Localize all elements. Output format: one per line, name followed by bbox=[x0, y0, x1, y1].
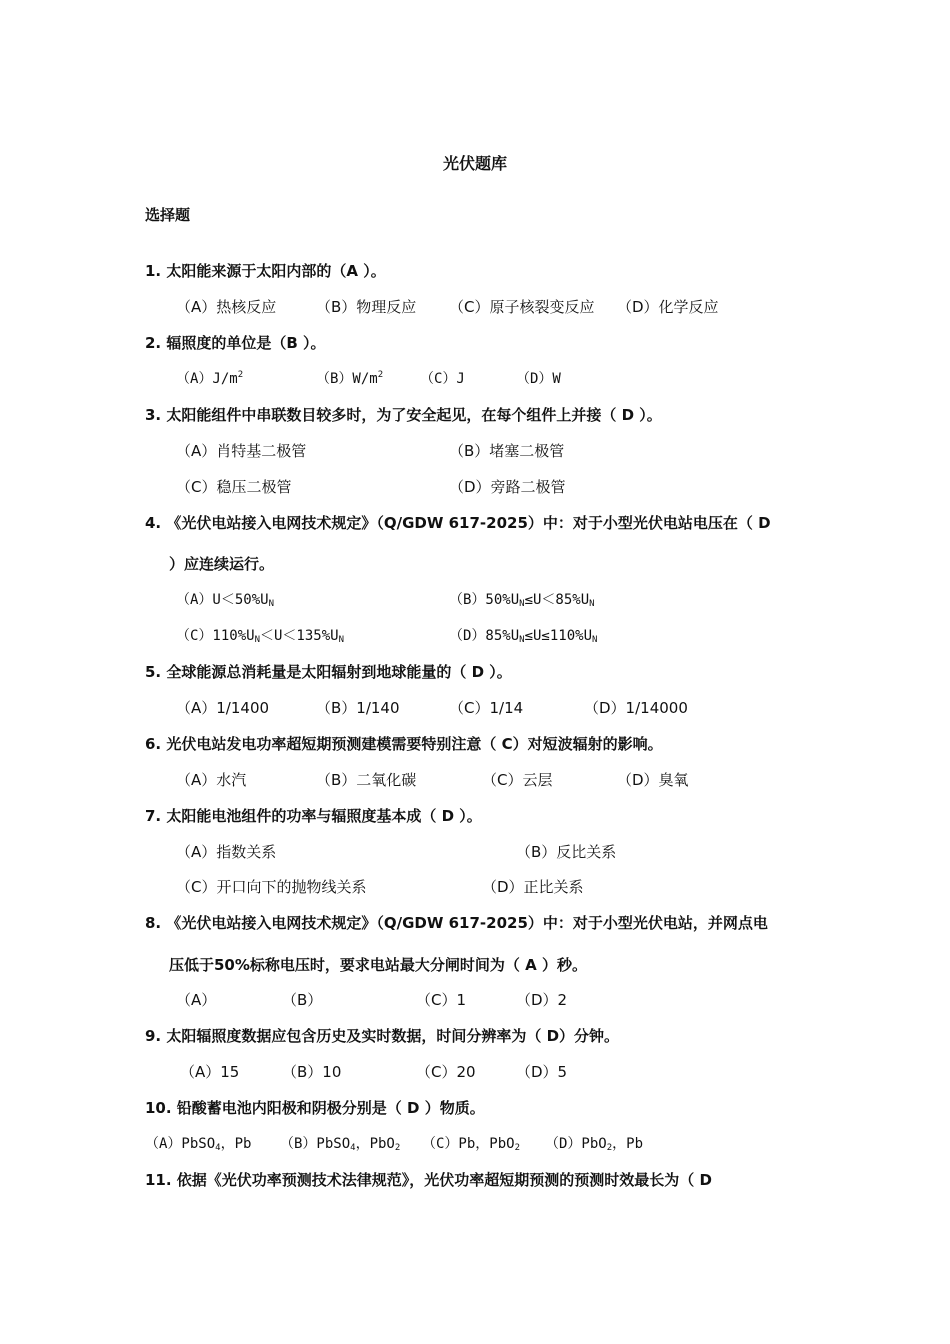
q3-option-d: （D）旁路二极管 bbox=[449, 478, 566, 496]
q10-option-c: （C）Pb，PbO$_2$ bbox=[422, 1136, 520, 1153]
question-6-stem: 6. 光伏电站发电功率超短期预测建模需要特别注意（ C）对短波辐射的影响。 bbox=[145, 735, 663, 753]
q2-option-c: （C）J bbox=[420, 371, 465, 387]
q7-option-b: （B）反比关系 bbox=[516, 843, 617, 861]
page-title: 光伏题库 bbox=[443, 154, 508, 173]
question-5-stem: 5. 全球能源总消耗量是太阳辐射到地球能量的（ D ）。 bbox=[145, 663, 512, 681]
question-11-stem: 11. 依据《光伏功率预测技术法律规范》，光伏功率超短期预测的预测时效最长为（ D bbox=[145, 1171, 712, 1189]
q4-option-d: $(D)85\%U_N\le U\le 110\%U_N$ bbox=[449, 628, 598, 645]
q1-option-a: （A）热核反应 bbox=[176, 298, 277, 316]
question-4-stem-line1: 4. 《光伏电站接入电网技术规定》（Q/GDW 617-2025）中：对于小型光伏电站电压在（ D bbox=[145, 514, 771, 532]
q5-option-d: （D）1/14000 bbox=[584, 699, 688, 717]
question-1-stem: 1. 太阳能来源于太阳内部的（A ）。 bbox=[145, 262, 386, 280]
question-7-stem: 7. 太阳能电池组件的功率与辐照度基本成（ D ）。 bbox=[145, 807, 482, 825]
q3-option-b: （B）堵塞二极管 bbox=[449, 442, 565, 460]
q2-option-d: （D）W bbox=[516, 371, 561, 387]
q7-option-c: （C）开口向下的抛物线关系 bbox=[176, 878, 367, 896]
q6-option-b: （B）二氧化碳 bbox=[316, 771, 417, 789]
question-9-stem: 9. 太阳辐照度数据应包含历史及实时数据，时间分辨率为（ D）分钟。 bbox=[145, 1027, 620, 1045]
q1-option-c: （C）原子核裂变反应 bbox=[449, 298, 595, 316]
q2-option-a: $(A)J/m^2$ bbox=[176, 370, 244, 387]
q6-option-d: （D）臭氧 bbox=[617, 771, 689, 789]
q2-option-b: $(B)W/m^2$ bbox=[316, 370, 384, 387]
q5-option-c: （C）1/14 bbox=[449, 699, 524, 717]
q8-option-b: （B） bbox=[282, 991, 323, 1009]
q9-option-d: （D）5 bbox=[516, 1063, 568, 1081]
question-2-stem: 2. 辐照度的单位是（B ）。 bbox=[145, 334, 326, 352]
q8-option-a: （A） bbox=[176, 991, 217, 1009]
question-10-stem: 10. 铅酸蓄电池内阳极和阴极分别是（ D ）物质。 bbox=[145, 1099, 485, 1117]
q4-option-c: $(C)110\%U_N<U<135\%U_N$ bbox=[176, 628, 344, 645]
q6-option-c: （C）云层 bbox=[482, 771, 553, 789]
q9-option-c: （C）20 bbox=[416, 1063, 476, 1081]
q1-option-b: （B）物理反应 bbox=[316, 298, 417, 316]
q6-option-a: （A）水汽 bbox=[176, 771, 247, 789]
q9-option-a: （A）15 bbox=[180, 1063, 240, 1081]
question-8-stem-line1: 8. 《光伏电站接入电网技术规定》（Q/GDW 617-2025）中：对于小型光伏电站，并网点电 bbox=[145, 914, 768, 932]
q5-option-a: （A）1/1400 bbox=[176, 699, 270, 717]
q10-option-a: （A）PbSO$_4$，Pb bbox=[145, 1136, 252, 1153]
q10-option-b: （B）PbSO$_4$，PbO$_2$ bbox=[280, 1136, 401, 1153]
question-4-stem-line2: ）应连续运行。 bbox=[169, 555, 275, 573]
q1-option-d: （D）化学反应 bbox=[617, 298, 719, 316]
q5-option-b: （B）1/140 bbox=[316, 699, 400, 717]
q8-option-c: （C）1 bbox=[416, 991, 467, 1009]
question-3-stem: 3. 太阳能组件中串联数目较多时，为了安全起见，在每个组件上并接（ D ）。 bbox=[145, 406, 662, 424]
q7-option-a: （A）指数关系 bbox=[176, 843, 277, 861]
q10-option-d: （D）PbO$_2$，Pb bbox=[545, 1136, 643, 1153]
q7-option-d: （D）正比关系 bbox=[482, 878, 584, 896]
q4-option-b: $(B)50\%U_N\le U<85\%U_N$ bbox=[449, 592, 595, 609]
q4-option-a: $(A)U<50\%U_N$ bbox=[176, 592, 274, 609]
q9-option-b: （B）10 bbox=[282, 1063, 342, 1081]
question-8-stem-line2: 压低于50%标称电压时，要求电站最大分闸时间为（ A ）秒。 bbox=[169, 956, 587, 974]
section-heading: 选择题 bbox=[145, 206, 191, 224]
q3-option-c: （C）稳压二极管 bbox=[176, 478, 292, 496]
q3-option-a: （A）肖特基二极管 bbox=[176, 442, 307, 460]
q8-option-d: （D）2 bbox=[516, 991, 568, 1009]
